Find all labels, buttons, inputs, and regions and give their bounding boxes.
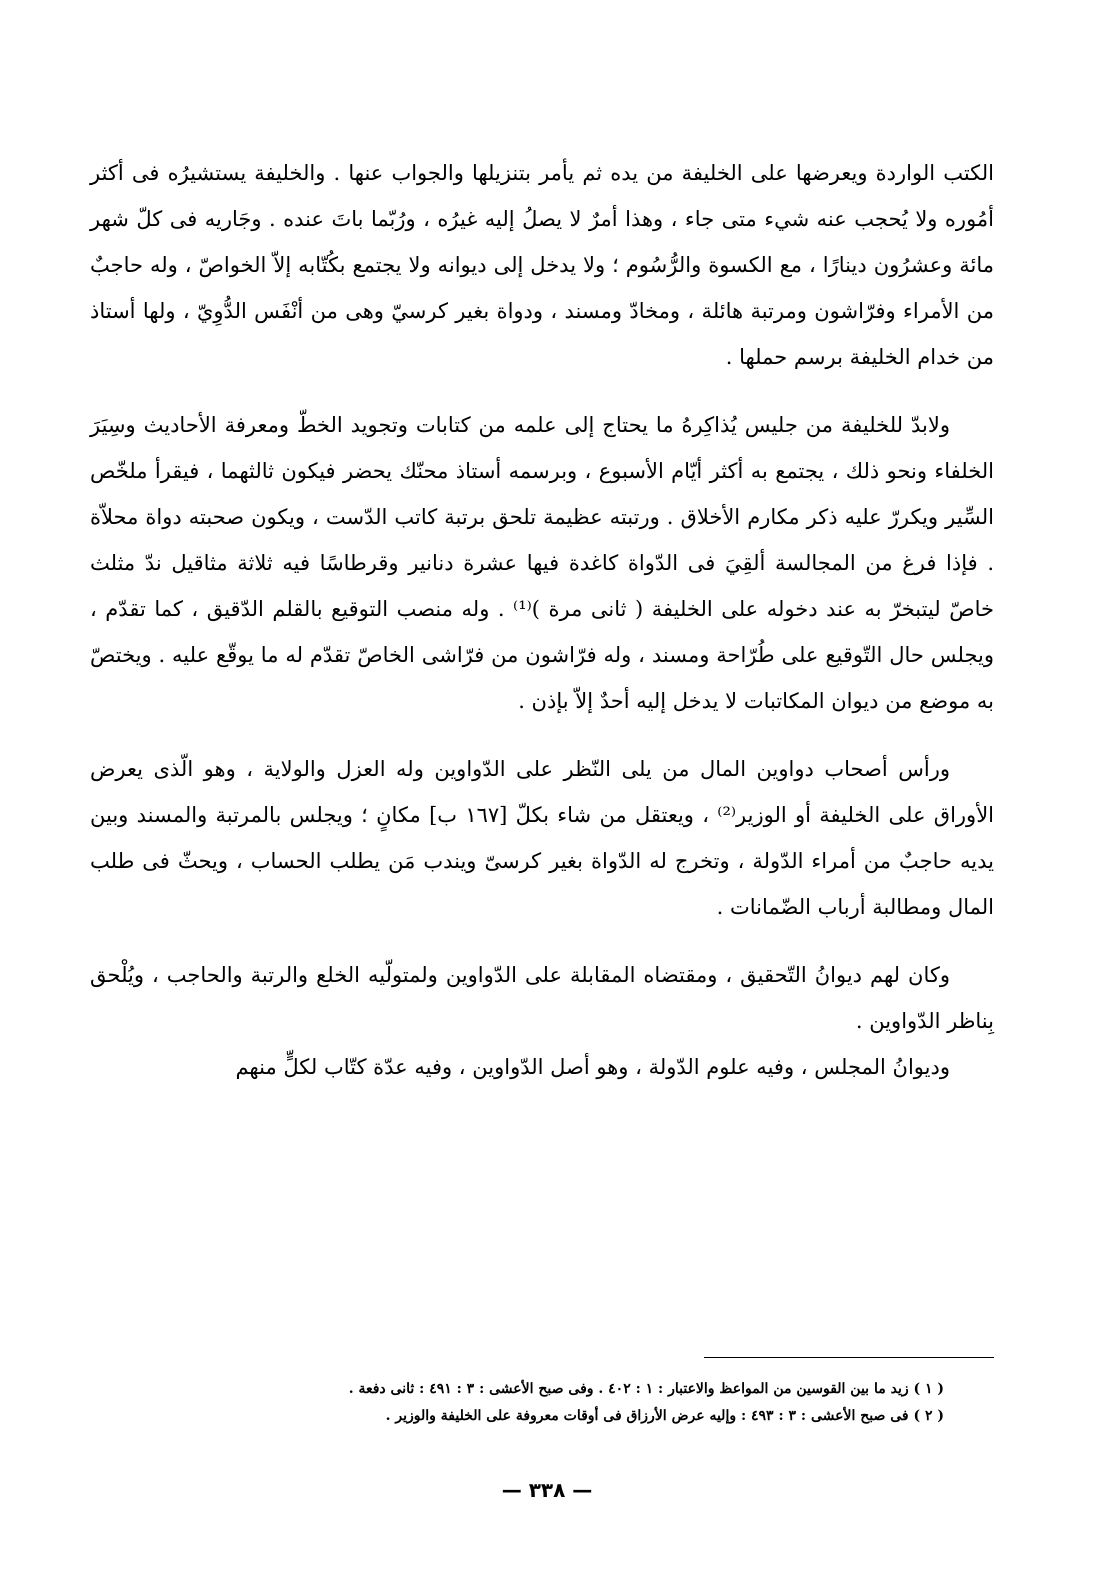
footnote-1: ( ١ ) زيد ما بين القوسين من المواعظ والاعتبار : ١ : ٤٠٢ . وفى صبح الأعشى : ٣ : ٤٩١ : ثانى دفعة . — [348, 1381, 944, 1397]
paragraph-4: وكان لهم ديوانُ التّحقيق ، ومقتضاه المقابلة على الدّواوين ولمتولّيه الخلع والرتبة والحاجب ، ويُلْحق بِناظر الدّواوين . — [90, 963, 994, 1033]
paragraph-2: ولابدّ للخليفة من جليس يُذاكِرهُ ما يحتاج إلى علمه من كتابات وتجويد الخطّ ومعرفة الأحاديث وسِيَرَ الخلفاء ونحو ذلك ، يجتمع به أكثر أيّام الأسبوع ، وبرسمه أستاذ محنّك يحضر فيكون ثالثهما ، فيقرأ ملخّص السِّير ويكررّ عليه ذكر مكارم الأخلاق . ورتبته عظيمة تلحق برتبة كاتب الدّست ، ويكون صحبته دواة محلاّة . فإذا فرغ من المجالسة ألقِيَ فى الدّواة كاغدة فيها عشرة دنانير وقرطاسًا فيه ثلاثة مثاقيل ندّ مثلث خاصّ ليتبخرّ به عند دخوله على الخليفة ( ثانى مرة )⁽¹⁾ . وله منصب التوقيع بالقلم الدّقيق ، كما تقدّم ، ويجلس حال التّوقيع على طُرّاحة ومسند ، وله فرّاشون من فرّاشى الخاصّ تقدّم له ما يوقّع عليه . ويختصّ به موضع من ديوان المكاتبات لا يدخل إليه أحدٌ إلاّ بإذن . — [90, 413, 994, 713]
footnote-divider — [704, 1357, 994, 1358]
footnotes — [120, 1376, 944, 1430]
page-number: — ٣٣٨ — — [501, 1478, 593, 1502]
paragraph-1: الكتب الواردة ويعرضها على الخليفة من يده ثم يأمر بتنزيلها والجواب عنها . والخليفة يستشيرُه فى أكثر أمُوره ولا يُحجب عنه شيء متى جاء ، وهذا أمرٌ لا يصلُ إليه غيرُه ، ورُبّما باتَ عنده . وجَاريه فى كلّ شهر مائة وعشرُون دينارًا ، مع الكسوة والرُّسُوم ؛ ولا يدخل إلى ديوانه ولا يجتمع بكُتّابه إلاّ الخواصّ ، وله حاجبٌ من الأمراء وفرّاشون ومرتبة هائلة ، ومخادّ ومسند ، ودواة بغير كرسيّ وهى من أنْفَس الدُّوِيّ ، ولها أستاذ من خدام الخليفة برسم حملها . — [90, 161, 994, 369]
main-text — [90, 150, 994, 1090]
paragraph-3: ورأس أصحاب دواوين المال من يلى النّظر على الدّواوين وله العزل والولاية ، وهو الّذى يعرض الأوراق على الخليفة أو الوزير⁽²⁾ ، ويعتقل من شاء بكلّ [١٦٧ ب] مكانٍ ؛ ويجلس بالمرتبة والمسند وبين يديه حاجبٌ من أمراء الدّولة ، وتخرج له الدّواة بغير كرسىّ ويندب مَن يطلب الحساب ، ويحثّ فى طلب المال ومطالبة أرباب الضّمانات . — [90, 757, 995, 919]
footnote-2: ( ٢ ) فى صبح الأعشى : ٣ : ٤٩٣ : وإليه عرض الأرزاق فى أوقات معروفة على الخليفة والوزير . — [385, 1408, 944, 1424]
paragraph-5: وديوانُ المجلس ، وفيه علوم الدّولة ، وهو أصل الدّواوين ، وفيه عدّة كتّاب لكلٍّ منهم — [235, 1055, 950, 1079]
